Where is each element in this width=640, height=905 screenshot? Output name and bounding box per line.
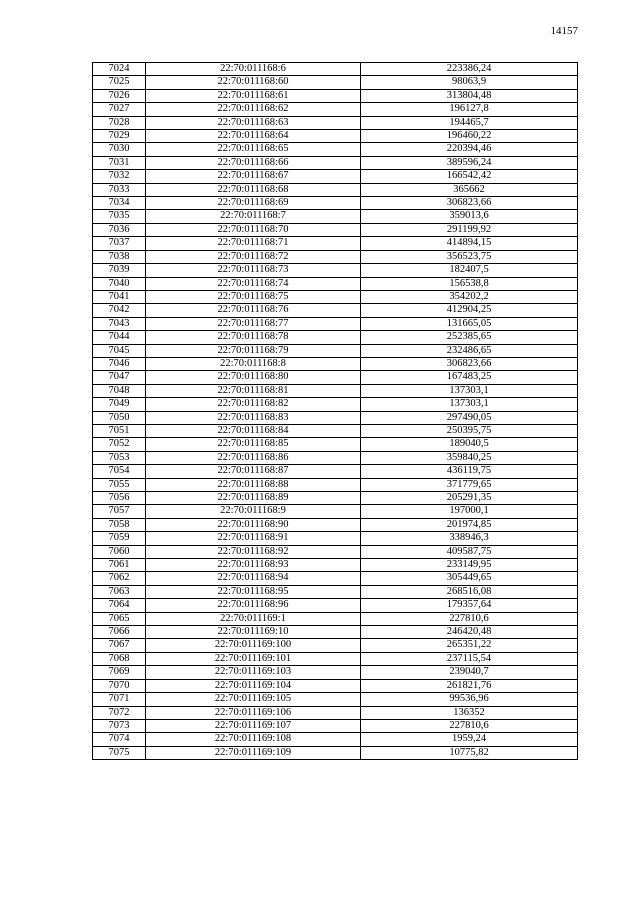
table-row: [93, 398, 578, 411]
table-row: [93, 505, 578, 518]
cadastral-value-cell: 99536,96: [361, 693, 578, 706]
table-row: [93, 183, 578, 196]
row-number-cell: 7065: [93, 612, 146, 625]
cadastral-value-cell: 189040,5: [361, 438, 578, 451]
cadastral-value-cell: 389596,24: [361, 156, 578, 169]
cadastral-value-cell: 194465,7: [361, 116, 578, 129]
table-row: [93, 317, 578, 330]
table-row: [93, 103, 578, 116]
cadastral-value-cell: 250395,75: [361, 424, 578, 437]
cadastral-value-cell: 196460,22: [361, 130, 578, 143]
cadastral-value-cell: 137303,1: [361, 384, 578, 397]
cadastral-number-cell: 22:70:011169:105: [146, 693, 361, 706]
row-number-cell: 7046: [93, 357, 146, 370]
row-number-cell: 7055: [93, 478, 146, 491]
cadastral-number-cell: 22:70:011168:80: [146, 371, 361, 384]
cadastral-value-cell: 131665,05: [361, 317, 578, 330]
row-number-cell: 7064: [93, 599, 146, 612]
cadastral-number-cell: 22:70:011168:78: [146, 331, 361, 344]
cadastral-number-cell: 22:70:011168:8: [146, 357, 361, 370]
table-row: [93, 719, 578, 732]
cadastral-value-cell: 305449,65: [361, 572, 578, 585]
table-row: [93, 156, 578, 169]
cadastral-value-cell: 436119,75: [361, 465, 578, 478]
cadastral-value-cell: 1959,24: [361, 733, 578, 746]
cadastral-value-cell: 137303,1: [361, 398, 578, 411]
row-number-cell: 7048: [93, 384, 146, 397]
row-number-cell: 7032: [93, 170, 146, 183]
table-body: [93, 63, 578, 760]
cadastral-number-cell: 22:70:011168:63: [146, 116, 361, 129]
cadastral-value-table: [92, 62, 578, 760]
row-number-cell: 7036: [93, 223, 146, 236]
cadastral-number-cell: 22:70:011168:95: [146, 585, 361, 598]
cadastral-number-cell: 22:70:011168:82: [146, 398, 361, 411]
table-row: [93, 384, 578, 397]
cadastral-value-cell: 223386,24: [361, 63, 578, 76]
cadastral-value-cell: 196127,8: [361, 103, 578, 116]
table-row: [93, 639, 578, 652]
cadastral-number-cell: 22:70:011168:87: [146, 465, 361, 478]
cadastral-number-cell: 22:70:011168:65: [146, 143, 361, 156]
cadastral-value-cell: 220394,46: [361, 143, 578, 156]
table-row: [93, 411, 578, 424]
cadastral-number-cell: 22:70:011168:73: [146, 264, 361, 277]
row-number-cell: 7033: [93, 183, 146, 196]
table-row: [93, 733, 578, 746]
row-number-cell: 7054: [93, 465, 146, 478]
cadastral-value-cell: 414894,15: [361, 237, 578, 250]
table-row: [93, 331, 578, 344]
row-number-cell: 7059: [93, 532, 146, 545]
cadastral-number-cell: 22:70:011168:84: [146, 424, 361, 437]
row-number-cell: 7067: [93, 639, 146, 652]
row-number-cell: 7027: [93, 103, 146, 116]
cadastral-value-cell: 98063,9: [361, 76, 578, 89]
page-number: 14157: [550, 25, 578, 37]
table-row: [93, 465, 578, 478]
row-number-cell: 7035: [93, 210, 146, 223]
cadastral-number-cell: 22:70:011168:67: [146, 170, 361, 183]
cadastral-value-cell: 265351,22: [361, 639, 578, 652]
cadastral-value-cell: 179357,64: [361, 599, 578, 612]
table-row: [93, 559, 578, 572]
cadastral-number-cell: 22:70:011169:10: [146, 626, 361, 639]
row-number-cell: 7068: [93, 652, 146, 665]
table-row: [93, 532, 578, 545]
cadastral-number-cell: 22:70:011168:79: [146, 344, 361, 357]
row-number-cell: 7052: [93, 438, 146, 451]
cadastral-value-cell: 261821,76: [361, 679, 578, 692]
row-number-cell: 7026: [93, 89, 146, 102]
cadastral-number-cell: 22:70:011168:74: [146, 277, 361, 290]
cadastral-number-cell: 22:70:011169:104: [146, 679, 361, 692]
row-number-cell: 7069: [93, 666, 146, 679]
row-number-cell: 7037: [93, 237, 146, 250]
row-number-cell: 7074: [93, 733, 146, 746]
row-number-cell: 7038: [93, 250, 146, 263]
table-row: [93, 197, 578, 210]
table-row: [93, 451, 578, 464]
cadastral-number-cell: 22:70:011169:109: [146, 746, 361, 759]
table-row: [93, 706, 578, 719]
cadastral-value-cell: 232486,65: [361, 344, 578, 357]
row-number-cell: 7045: [93, 344, 146, 357]
row-number-cell: 7040: [93, 277, 146, 290]
cadastral-value-cell: 356523,75: [361, 250, 578, 263]
table-row: [93, 666, 578, 679]
table-row: [93, 679, 578, 692]
cadastral-number-cell: 22:70:011168:91: [146, 532, 361, 545]
cadastral-number-cell: 22:70:011168:60: [146, 76, 361, 89]
table-row: [93, 572, 578, 585]
table-row: [93, 357, 578, 370]
row-number-cell: 7075: [93, 746, 146, 759]
cadastral-value-cell: 246420,48: [361, 626, 578, 639]
cadastral-number-cell: 22:70:011168:70: [146, 223, 361, 236]
cadastral-number-cell: 22:70:011168:7: [146, 210, 361, 223]
cadastral-number-cell: 22:70:011169:103: [146, 666, 361, 679]
cadastral-number-cell: 22:70:011168:77: [146, 317, 361, 330]
cadastral-number-cell: 22:70:011168:6: [146, 63, 361, 76]
table-row: [93, 492, 578, 505]
table-row: [93, 438, 578, 451]
row-number-cell: 7058: [93, 518, 146, 531]
table-row: [93, 693, 578, 706]
table-row: [93, 250, 578, 263]
cadastral-number-cell: 22:70:011168:9: [146, 505, 361, 518]
table-row: [93, 264, 578, 277]
cadastral-value-cell: 182407,5: [361, 264, 578, 277]
cadastral-number-cell: 22:70:011168:66: [146, 156, 361, 169]
cadastral-value-cell: 306823,66: [361, 197, 578, 210]
cadastral-number-cell: 22:70:011169:1: [146, 612, 361, 625]
row-number-cell: 7062: [93, 572, 146, 585]
row-number-cell: 7071: [93, 693, 146, 706]
cadastral-number-cell: 22:70:011168:62: [146, 103, 361, 116]
table-row: [93, 143, 578, 156]
cadastral-value-cell: 365662: [361, 183, 578, 196]
cadastral-value-cell: 197000,1: [361, 505, 578, 518]
table-row: [93, 344, 578, 357]
cadastral-number-cell: 22:70:011168:92: [146, 545, 361, 558]
row-number-cell: 7028: [93, 116, 146, 129]
cadastral-value-cell: 136352: [361, 706, 578, 719]
row-number-cell: 7042: [93, 304, 146, 317]
cadastral-number-cell: 22:70:011168:76: [146, 304, 361, 317]
row-number-cell: 7053: [93, 451, 146, 464]
cadastral-number-cell: 22:70:011168:89: [146, 492, 361, 505]
cadastral-number-cell: 22:70:011168:61: [146, 89, 361, 102]
cadastral-number-cell: 22:70:011168:90: [146, 518, 361, 531]
table-row: [93, 652, 578, 665]
cadastral-value-cell: 313804,48: [361, 89, 578, 102]
cadastral-value-cell: 10775,82: [361, 746, 578, 759]
table-row: [93, 76, 578, 89]
cadastral-number-cell: 22:70:011168:96: [146, 599, 361, 612]
cadastral-value-cell: 252385,65: [361, 331, 578, 344]
row-number-cell: 7025: [93, 76, 146, 89]
table-row: [93, 545, 578, 558]
table-row: [93, 277, 578, 290]
table-row: [93, 746, 578, 759]
cadastral-number-cell: 22:70:011169:100: [146, 639, 361, 652]
table-row: [93, 518, 578, 531]
row-number-cell: 7041: [93, 290, 146, 303]
cadastral-number-cell: 22:70:011168:68: [146, 183, 361, 196]
cadastral-value-cell: 371779,65: [361, 478, 578, 491]
cadastral-number-cell: 22:70:011169:107: [146, 719, 361, 732]
row-number-cell: 7044: [93, 331, 146, 344]
table-row: [93, 424, 578, 437]
cadastral-value-cell: 166542,42: [361, 170, 578, 183]
cadastral-number-cell: 22:70:011169:108: [146, 733, 361, 746]
table-row: [93, 130, 578, 143]
row-number-cell: 7057: [93, 505, 146, 518]
row-number-cell: 7043: [93, 317, 146, 330]
cadastral-number-cell: 22:70:011168:72: [146, 250, 361, 263]
table-row: [93, 290, 578, 303]
table-row: [93, 599, 578, 612]
cadastral-value-cell: 354202,2: [361, 290, 578, 303]
table-row: [93, 371, 578, 384]
cadastral-value-cell: 227810,6: [361, 719, 578, 732]
cadastral-number-cell: 22:70:011168:64: [146, 130, 361, 143]
cadastral-number-cell: 22:70:011168:75: [146, 290, 361, 303]
table-row: [93, 478, 578, 491]
cadastral-number-cell: 22:70:011168:94: [146, 572, 361, 585]
cadastral-number-cell: 22:70:011168:93: [146, 559, 361, 572]
cadastral-value-cell: 268516,08: [361, 585, 578, 598]
row-number-cell: 7063: [93, 585, 146, 598]
row-number-cell: 7073: [93, 719, 146, 732]
cadastral-value-cell: 205291,35: [361, 492, 578, 505]
row-number-cell: 7056: [93, 492, 146, 505]
table-row: [93, 116, 578, 129]
row-number-cell: 7066: [93, 626, 146, 639]
cadastral-value-cell: 359840,25: [361, 451, 578, 464]
row-number-cell: 7024: [93, 63, 146, 76]
cadastral-value-cell: 359013,6: [361, 210, 578, 223]
cadastral-number-cell: 22:70:011168:81: [146, 384, 361, 397]
cadastral-value-cell: 233149,95: [361, 559, 578, 572]
row-number-cell: 7030: [93, 143, 146, 156]
table-row: [93, 223, 578, 236]
cadastral-number-cell: 22:70:011168:88: [146, 478, 361, 491]
cadastral-number-cell: 22:70:011169:106: [146, 706, 361, 719]
cadastral-value-cell: 237115,54: [361, 652, 578, 665]
cadastral-value-cell: 156538,8: [361, 277, 578, 290]
row-number-cell: 7029: [93, 130, 146, 143]
row-number-cell: 7049: [93, 398, 146, 411]
row-number-cell: 7061: [93, 559, 146, 572]
row-number-cell: 7039: [93, 264, 146, 277]
table-row: [93, 304, 578, 317]
cadastral-number-cell: 22:70:011168:83: [146, 411, 361, 424]
cadastral-value-cell: 306823,66: [361, 357, 578, 370]
table-row: [93, 612, 578, 625]
cadastral-value-cell: 167483,25: [361, 371, 578, 384]
row-number-cell: 7070: [93, 679, 146, 692]
cadastral-number-cell: 22:70:011168:86: [146, 451, 361, 464]
cadastral-number-cell: 22:70:011168:69: [146, 197, 361, 210]
table-row: [93, 89, 578, 102]
table-row: [93, 170, 578, 183]
row-number-cell: 7034: [93, 197, 146, 210]
table-row: [93, 237, 578, 250]
table-row: [93, 626, 578, 639]
cadastral-value-cell: 291199,92: [361, 223, 578, 236]
row-number-cell: 7072: [93, 706, 146, 719]
row-number-cell: 7050: [93, 411, 146, 424]
cadastral-value-cell: 239040,7: [361, 666, 578, 679]
cadastral-value-cell: 227810,6: [361, 612, 578, 625]
row-number-cell: 7047: [93, 371, 146, 384]
cadastral-value-cell: 412904,25: [361, 304, 578, 317]
cadastral-number-cell: 22:70:011168:71: [146, 237, 361, 250]
cadastral-value-cell: 201974,85: [361, 518, 578, 531]
cadastral-number-cell: 22:70:011168:85: [146, 438, 361, 451]
cadastral-number-cell: 22:70:011169:101: [146, 652, 361, 665]
cadastral-value-cell: 338946,3: [361, 532, 578, 545]
row-number-cell: 7060: [93, 545, 146, 558]
table-row: [93, 63, 578, 76]
cadastral-value-cell: 409587,75: [361, 545, 578, 558]
table-row: [93, 585, 578, 598]
cadastral-value-cell: 297490,05: [361, 411, 578, 424]
row-number-cell: 7031: [93, 156, 146, 169]
table-row: [93, 210, 578, 223]
row-number-cell: 7051: [93, 424, 146, 437]
